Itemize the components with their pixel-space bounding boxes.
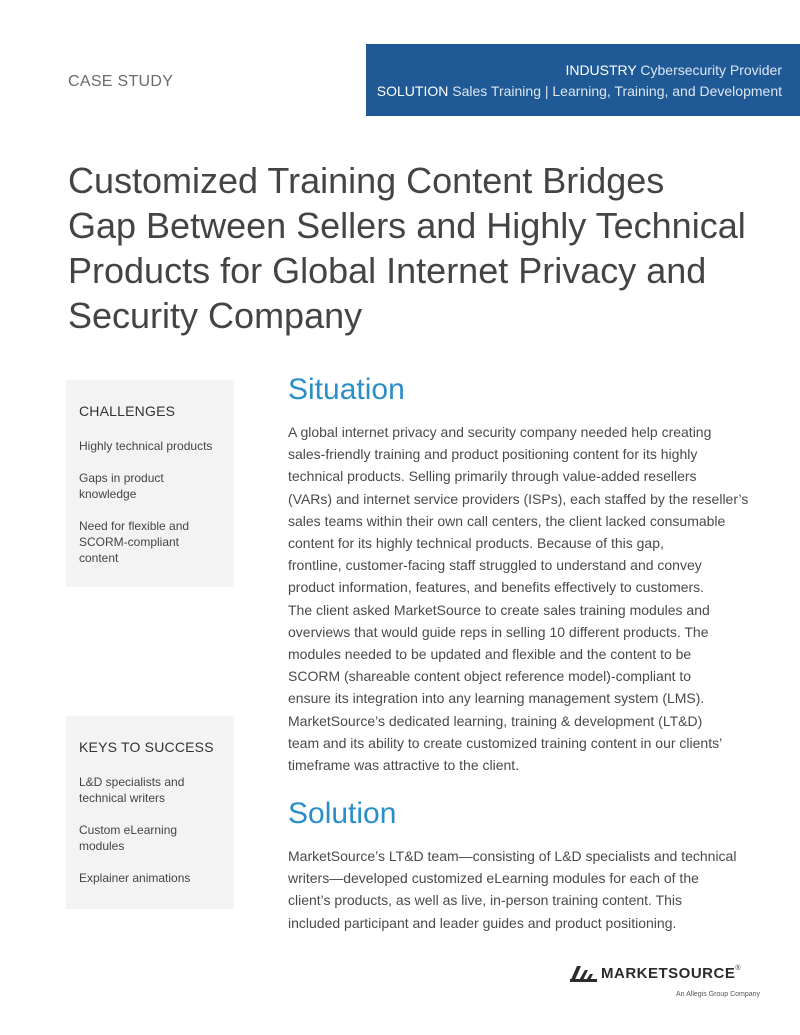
challenges-box [66, 380, 234, 587]
industry-label: INDUSTRY [565, 62, 637, 78]
paragraph-line: overviews that would guide reps in selling 10 different products. The [288, 623, 709, 640]
paragraph-line: included participant and leader guides and product positioning. [288, 914, 677, 931]
paragraph-line: client’s products, as well as live, in-person training content. This [288, 892, 683, 909]
case-study-label: CASE STUDY [68, 73, 174, 90]
item-line: Explainer animations [79, 871, 191, 885]
challenge-item [79, 470, 229, 502]
challenge-item [79, 518, 229, 566]
title-line: Products for Global Internet Privacy and [68, 250, 707, 291]
item-line: Highly technical products [79, 439, 213, 453]
key-item [79, 870, 229, 886]
paragraph-line: MarketSource’s dedicated learning, training & development (LT&D) [288, 712, 703, 729]
paragraph-line: sales-friendly training and product positioning content for its highly [288, 446, 698, 463]
item-line: Custom eLearning [79, 823, 178, 837]
item-line: Gaps in product [79, 471, 164, 485]
key-item [79, 822, 229, 854]
situation-heading: Situation [288, 373, 405, 406]
logo-wordmark [601, 965, 741, 982]
page-title [68, 158, 768, 338]
paragraph-line: modules needed to be updated and flexible and the content to be [288, 646, 692, 663]
paragraph-line: technical products. Selling primarily through value-added resellers [288, 468, 697, 485]
item-line: SCORM-compliant [79, 535, 180, 549]
paragraph-line: The client asked MarketSource to create sales training modules and [288, 601, 710, 618]
paragraph-line: ensure its integration into any learning management system (LMS). [288, 690, 705, 707]
marketsource-logo-icon [570, 966, 598, 982]
logo-tagline: An Allegis Group Company [676, 991, 761, 998]
logo-registered-mark: ® [735, 965, 742, 972]
paragraph-line: SCORM (shareable content object reference model)-compliant to [288, 668, 692, 685]
marketsource-logo [570, 964, 760, 1004]
solution-value: Sales Training | Learning, Training, and Development [452, 83, 782, 99]
keys-title: KEYS TO SUCCESS [79, 739, 214, 755]
paragraph-line: writers—developed customized eLearning modules for each of the [288, 870, 699, 887]
challenge-item [79, 438, 229, 454]
paragraph-line: (VARs) and internet service providers (ISPs), each staffed by the reseller’s [288, 490, 749, 507]
solution-line [377, 83, 782, 99]
item-line: content [79, 551, 119, 565]
paragraph-line: MarketSource’s LT&D team—consisting of L&D specialists and technical [288, 848, 737, 864]
solution-heading: Solution [288, 797, 397, 830]
logo-name: MARKETSOURCE [601, 965, 736, 982]
solution-label: SOLUTION [376, 83, 449, 99]
industry-solution-banner [366, 44, 800, 116]
paragraph-line: product information, features, and benefits effectively to customers. [288, 579, 705, 596]
paragraph-line: frontline, customer-facing staff struggled to understand and convey [288, 557, 702, 574]
title-line: Security Company [68, 295, 363, 336]
key-item [79, 774, 229, 806]
title-line: Customized Training Content Bridges [68, 160, 665, 201]
item-line: modules [79, 839, 125, 853]
situation-paragraph [288, 421, 748, 776]
industry-line [565, 62, 782, 78]
item-line: L&D specialists and [79, 775, 185, 789]
solution-paragraph [288, 845, 748, 934]
item-line: technical writers [79, 791, 166, 805]
paragraph-line: content for its highly technical products. Because of this gap, [288, 535, 664, 552]
item-line: knowledge [79, 487, 137, 501]
keys-to-success-box [66, 716, 234, 909]
industry-value: Cybersecurity Provider [640, 62, 782, 78]
title-line: Gap Between Sellers and Highly Technical [68, 205, 746, 246]
paragraph-line: A global internet privacy and security company needed help creating [288, 424, 712, 440]
item-line: Need for flexible and [79, 519, 190, 533]
paragraph-line: sales teams within their own call centers, the client lacked consumable [288, 512, 726, 529]
paragraph-line: timeframe was attractive to the client. [288, 757, 520, 774]
challenges-title: CHALLENGES [79, 403, 176, 419]
paragraph-line: team and its ability to create customized training content in our clients’ [288, 734, 723, 751]
